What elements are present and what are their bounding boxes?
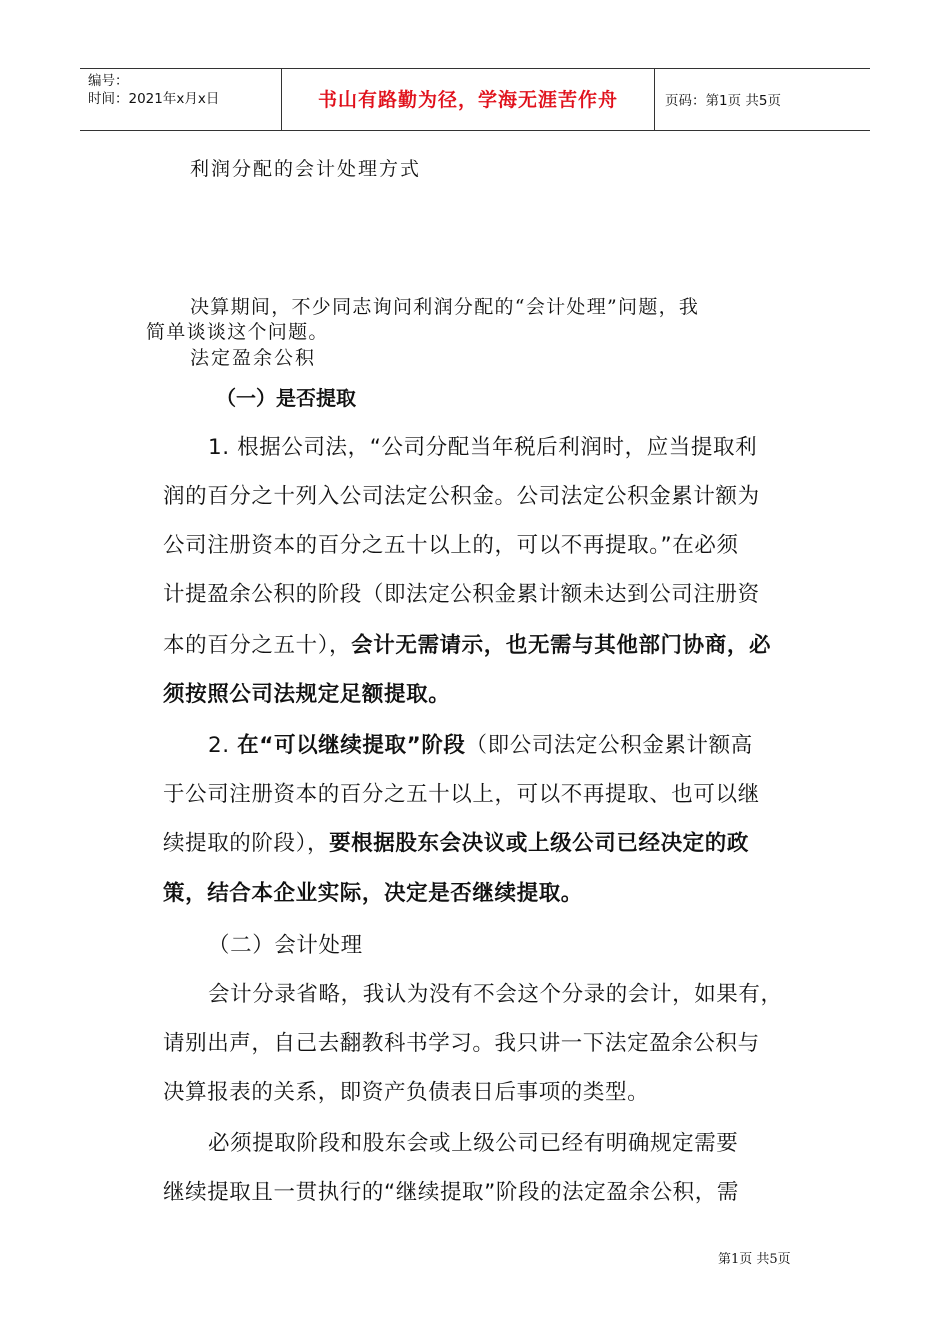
- page-header-table: [80, 68, 870, 131]
- text-run: 本的百分之五十），: [163, 633, 352, 658]
- paragraph-line: 于公司注册资本的百分之五十以上，可以不再提取、也可以继: [163, 782, 760, 807]
- number-label: 编号：: [88, 73, 129, 89]
- header-meta: [88, 72, 219, 108]
- paragraph-line: 公司注册资本的百分之五十以上的，可以不再提取。”在必须: [163, 533, 739, 558]
- text-run: 2.: [208, 733, 238, 758]
- text-run: （即公司法定公积金累计额高: [465, 733, 753, 758]
- paragraph-line: 1. 根据公司法，“公司分配当年税后利润时，应当提取利: [208, 435, 758, 460]
- bold-text-run: 会计无需请示，也无需与其他部门协商，必: [351, 633, 772, 658]
- page-footer: 第1页 共5页: [718, 1252, 791, 1267]
- header-page-number: 页码：第1页 共5页: [665, 93, 781, 109]
- paragraph-line: 请别出声，自己去翻教科书学习。我只讲一下法定盈余公积与: [163, 1031, 760, 1056]
- document-title: 利润分配的会计处理方式: [190, 158, 422, 180]
- bold-text-run: 在“可以继续提取”阶段: [237, 733, 466, 758]
- section-subtitle: 法定盈余公积: [190, 347, 317, 369]
- header-motto: 书山有路勤为径，学海无涯苦作舟: [317, 89, 618, 111]
- paragraph-line: 计提盈余公积的阶段（即法定公积金累计额未达到公司注册资: [163, 582, 760, 607]
- bold-text-run: 要根据股东会决议或上级公司已经决定的政: [329, 831, 749, 856]
- paragraph-line: [208, 728, 753, 759]
- paragraph-line: 须按照公司法规定足额提取。: [163, 682, 451, 707]
- paragraph-line: [163, 826, 749, 857]
- text-run: 续提取的阶段），: [163, 831, 330, 856]
- paragraph-line: 会计分录省略，我认为没有不会这个分录的会计，如果有，: [208, 982, 783, 1007]
- intro-line: 决算期间，不少同志询问利润分配的“会计处理”问题，我: [190, 296, 700, 318]
- header-divider: [654, 69, 655, 130]
- paragraph-line: 决算报表的关系，即资产负债表日后事项的类型。: [163, 1080, 650, 1105]
- paragraph-line: [163, 628, 771, 659]
- time-label: 时间：2021年x月x日: [88, 91, 220, 107]
- paragraph-line: 策，结合本企业实际，决定是否继续提取。: [163, 881, 583, 906]
- paragraph-line: 必须提取阶段和股东会或上级公司已经有明确规定需要: [208, 1131, 739, 1156]
- section-heading-1: （一）是否提取: [216, 386, 356, 410]
- intro-line: 简单谈谈这个问题。: [146, 321, 329, 343]
- section-heading-2: （二）会计处理: [208, 933, 363, 958]
- paragraph-line: 润的百分之十列入公司法定公积金。公司法定公积金累计额为: [163, 484, 760, 509]
- paragraph-line: 继续提取且一贯执行的“继续提取”阶段的法定盈余公积，需: [163, 1180, 739, 1205]
